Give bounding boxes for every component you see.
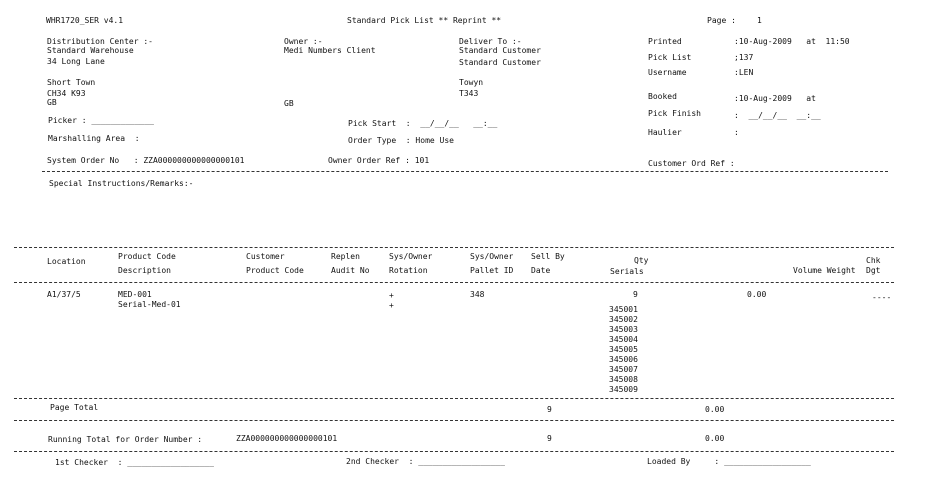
pickfinish-label: Pick Finish xyxy=(648,109,701,118)
divider xyxy=(42,171,888,172)
col-chk: Chk xyxy=(866,256,881,265)
page-total-qty: 9 xyxy=(547,405,552,414)
distribution-label: Distribution Center :- xyxy=(47,37,153,46)
row-product-code: MED-001 xyxy=(118,290,152,299)
picklist-label: Pick List xyxy=(648,53,692,62)
report-title: Standard Pick List ** Reprint ** xyxy=(347,16,502,25)
col-audit-no: Audit No xyxy=(331,266,370,275)
row-pallet-id: 348 xyxy=(470,290,485,299)
row-qty: 9 xyxy=(633,290,638,299)
row-check-digit: ---- xyxy=(872,293,892,302)
col-serials: Serials xyxy=(610,267,644,276)
serial-number: 345002 xyxy=(609,315,638,324)
page-label: Page : xyxy=(707,16,736,25)
printed-label: Printed xyxy=(648,37,682,46)
deliver-line: Towyn xyxy=(459,78,484,87)
customer-ord-ref-field: Customer Ord Ref : xyxy=(648,159,735,168)
pick-start-field: Pick Start : __/__/__ __:__ xyxy=(348,119,498,128)
remarks-label: Special Instructions/Remarks:- xyxy=(49,179,194,188)
divider xyxy=(14,420,894,421)
program-id: WHR1720_SER v4.1 xyxy=(46,16,124,25)
row-location: A1/37/5 xyxy=(47,290,81,299)
page-total-volume: 0.00 xyxy=(705,405,725,414)
pickfinish-value: : __/__/__ __:__ xyxy=(734,111,821,120)
running-total-qty: 9 xyxy=(547,434,552,443)
col-volume-weight: Volume Weight xyxy=(793,266,856,275)
row-description: Serial-Med-01 xyxy=(118,300,181,309)
row-volume: 0.00 xyxy=(747,290,767,299)
col-customer: Customer xyxy=(246,252,285,261)
divider xyxy=(14,451,894,452)
serial-number: 345006 xyxy=(609,355,638,364)
second-checker-field: 2nd Checker : __________________ xyxy=(346,457,505,466)
serial-number: 345003 xyxy=(609,325,638,334)
marshalling-field: Marshalling Area : xyxy=(48,134,140,143)
deliver-line: T343 xyxy=(459,89,479,98)
running-total-label: Running Total for Order Number : xyxy=(48,435,203,444)
distribution-line: 34 Long Lane xyxy=(47,57,105,66)
divider xyxy=(14,247,894,248)
serial-number: 345009 xyxy=(609,385,638,394)
first-checker-field: 1st Checker : __________________ xyxy=(55,458,214,467)
serial-list xyxy=(609,305,649,395)
serial-number: 345008 xyxy=(609,375,638,384)
owner-name: Medi Numbers Client xyxy=(284,46,376,55)
serial-number: 345001 xyxy=(609,305,638,314)
serial-number: 345005 xyxy=(609,345,638,354)
system-order-field: System Order No : ZZA000000000000000101 xyxy=(47,156,245,165)
owner-country: GB xyxy=(284,99,294,108)
col-date: Date xyxy=(531,266,551,275)
owner-order-ref-field: Owner Order Ref : 101 xyxy=(328,156,430,165)
serial-number: 345007 xyxy=(609,365,638,374)
distribution-line: CH34 K93 xyxy=(47,89,86,98)
col-customer-product-code: Product Code xyxy=(246,266,304,275)
divider xyxy=(14,282,894,283)
col-rotation: Rotation xyxy=(389,266,428,275)
username-label: Username xyxy=(648,68,687,77)
col-replen: Replen xyxy=(331,252,360,261)
serial-number: 345004 xyxy=(609,335,638,344)
col-product-code: Product Code xyxy=(118,252,176,261)
order-type-field: Order Type : Home Use xyxy=(348,136,454,145)
owner-label: Owner :- xyxy=(284,37,323,46)
picklist-value: ;137 xyxy=(734,53,754,62)
col-description: Description xyxy=(118,266,171,275)
col-qty: Qty xyxy=(634,256,649,265)
row-rotation: + xyxy=(389,301,394,310)
distribution-line: Short Town xyxy=(47,78,96,87)
col-sell-by: Sell By xyxy=(531,252,565,261)
col-sys-owner-2: Sys/Owner xyxy=(470,252,514,261)
page-number: 1 xyxy=(757,16,762,25)
deliver-line: Standard Customer xyxy=(459,46,541,55)
running-total-order: ZZA000000000000000101 xyxy=(236,434,338,443)
booked-label: Booked xyxy=(648,92,677,101)
page-total-label: Page Total xyxy=(50,403,99,412)
row-rotation: + xyxy=(389,291,394,300)
loaded-by-field: Loaded By : __________________ xyxy=(647,457,811,466)
username-value: :LEN xyxy=(734,68,754,77)
haulier-label: Haulier xyxy=(648,128,682,137)
col-location: Location xyxy=(47,257,86,266)
col-sys-owner: Sys/Owner xyxy=(389,252,433,261)
booked-value: :10-Aug-2009 at xyxy=(734,94,816,103)
deliver-line: Standard Customer xyxy=(459,58,541,67)
running-total-volume: 0.00 xyxy=(705,434,725,443)
divider xyxy=(14,398,894,399)
col-pallet-id: Pallet ID xyxy=(470,266,514,275)
distribution-line: GB xyxy=(47,98,57,107)
haulier-value: : xyxy=(734,128,739,137)
picker-field: Picker : _____________ xyxy=(48,116,154,125)
deliver-label: Deliver To :- xyxy=(459,37,522,46)
col-dgt: Dgt xyxy=(866,266,881,275)
printed-value: :10-Aug-2009 at 11:50 xyxy=(734,37,850,46)
distribution-line: Standard Warehouse xyxy=(47,46,134,55)
